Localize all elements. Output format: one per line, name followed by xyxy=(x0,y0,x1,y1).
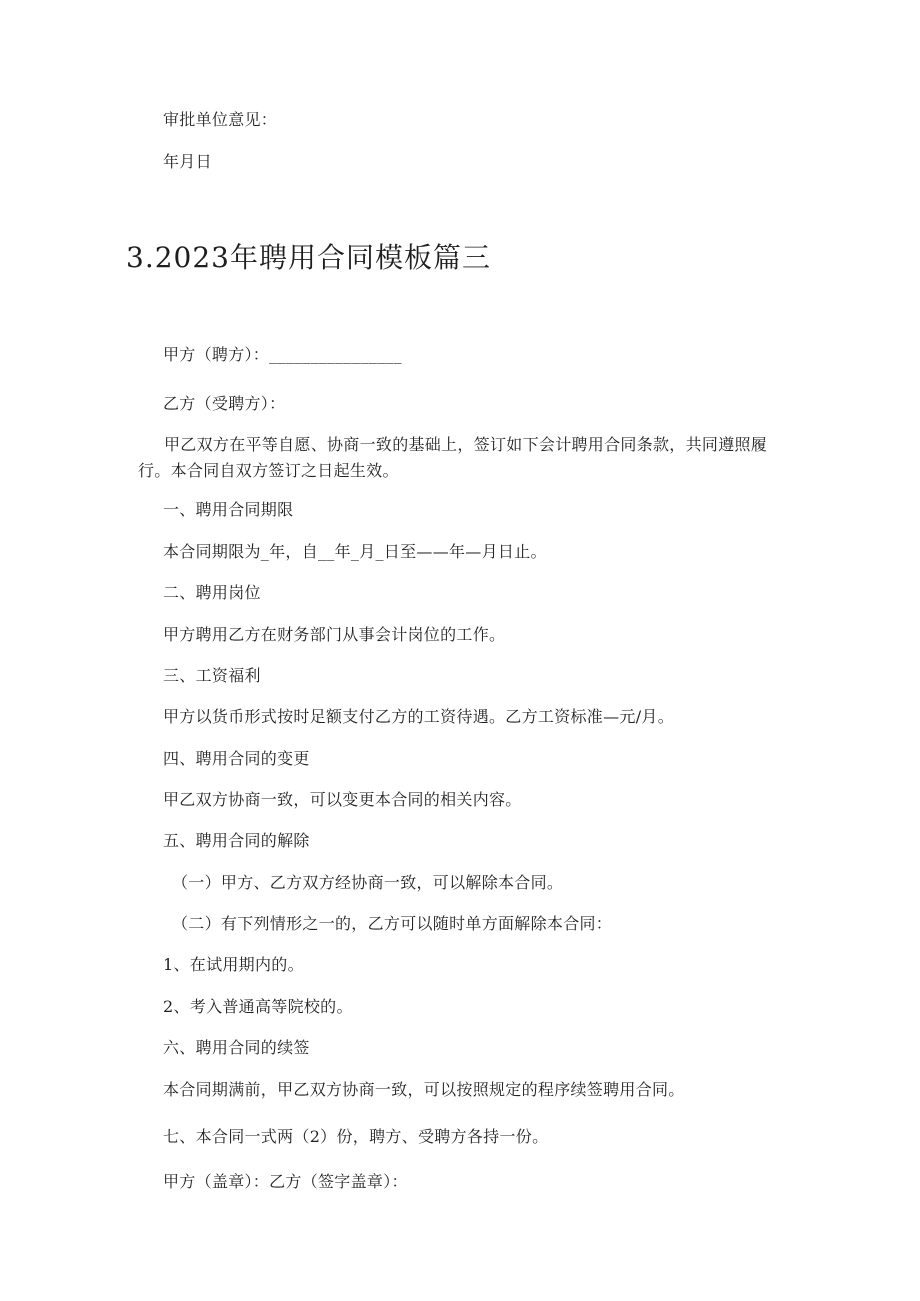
cancel-heading: 五、聘用合同的解除 xyxy=(163,831,310,850)
section-title: 3.2023年聘用合同模板篇三 xyxy=(126,241,491,274)
cancel-item-2: （二）有下列情形之一的，乙方可以随时单方面解除本合同： xyxy=(172,914,613,933)
cancel-item-1: （一）甲方、乙方双方经协商一致，可以解除本合同。 xyxy=(172,873,564,892)
cancel-sub-2: 2、考入普通高等院校的。 xyxy=(163,997,353,1016)
intro-paragraph: 甲乙双方在平等自愿、协商一致的基础上，签订如下会计聘用合同条款，共同遵照履行。本合同自双方签订之日起生效。 xyxy=(138,435,768,480)
renew-text: 本合同期满前，甲乙双方协商一致，可以按照规定的程序续签聘用合同。 xyxy=(163,1080,685,1099)
cancel-sub-1: 1、在试用期内的。 xyxy=(163,955,304,974)
term-text: 本合同期限为_年，自__年_月_日至——年—月日止。 xyxy=(163,542,547,561)
copies-text: 七、本合同一式两（2）份，聘方、受聘方各持一份。 xyxy=(163,1127,549,1146)
seal-text: 甲方（盖章）：乙方（签字盖章）： xyxy=(163,1172,408,1191)
wage-text: 甲方以货币形式按时足额支付乙方的工资待遇。乙方工资标准—元/月。 xyxy=(163,707,674,726)
approval-date-label: 年月日 xyxy=(163,152,212,171)
party-b-line: 乙方（受聘方）： xyxy=(163,394,286,413)
post-text: 甲方聘用乙方在财务部门从事会计岗位的工作。 xyxy=(163,625,506,644)
term-heading: 一、聘用合同期限 xyxy=(163,500,294,519)
renew-heading: 六、聘用合同的续签 xyxy=(163,1038,310,1057)
wage-heading: 三、工资福利 xyxy=(163,666,261,685)
approval-opinion-label: 审批单位意见： xyxy=(163,110,278,129)
party-a-line: 甲方（聘方）：________________ xyxy=(163,345,402,364)
change-heading: 四、聘用合同的变更 xyxy=(163,749,310,768)
change-text: 甲乙双方协商一致，可以变更本合同的相关内容。 xyxy=(163,790,522,809)
post-heading: 二、聘用岗位 xyxy=(163,583,261,602)
